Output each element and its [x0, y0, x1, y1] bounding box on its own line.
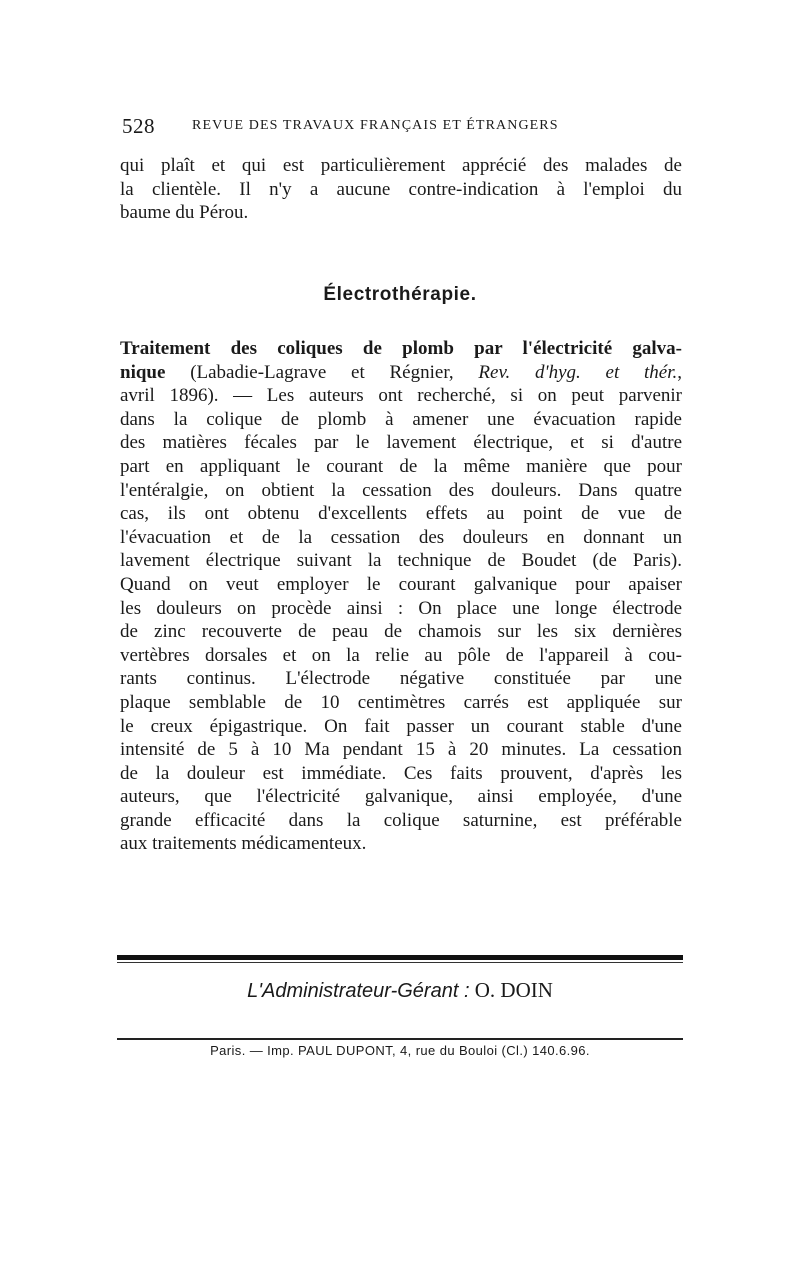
text-line-last: aux traitements médicamenteux. — [120, 833, 367, 855]
text-line: Quand on veut employer le courant galvanique pour apaiser — [120, 573, 682, 595]
text-line: de zinc recouverte de peau de chamois sur les six dernières — [120, 621, 682, 643]
separator-rule-thick — [117, 955, 683, 960]
text-line: rants continus. L'électrode négative constituée par une — [120, 668, 682, 690]
article-source-journal: Rev. d'hyg. et thér. — [478, 361, 678, 383]
article-source-punct: , — [677, 361, 682, 383]
text-line: lavement électrique suivant la technique de Boudet (de Paris). — [120, 550, 682, 572]
text-line: cas, ils ont obtenu d'excellents effets au point de vue de — [120, 503, 682, 525]
article-title-continued: nique — [120, 361, 166, 383]
article-paragraph — [120, 337, 682, 856]
text-line: de la douleur est immédiate. Ces faits prouvent, d'après les — [120, 762, 682, 784]
text-line — [120, 337, 682, 361]
running-head: REVUE DES TRAVAUX FRANÇAIS ET ÉTRANGERS — [192, 118, 559, 133]
text-line: dans la colique de plomb à amener une évacuation rapide — [120, 408, 682, 430]
text-line: les douleurs on procède ainsi : On place une longe électrode — [120, 597, 682, 619]
page-number: 528 — [122, 114, 155, 138]
text-line: la clientèle. Il n'y a aucune contre-indication à l'emploi du — [120, 178, 682, 200]
text-line: des matières fécales par le lavement électrique, et si d'autre — [120, 432, 682, 454]
signature-name: O. DOIN — [469, 978, 553, 1002]
article-title: Traitement des coliques de plomb par l'électricité galva- — [120, 338, 682, 359]
text-line: avril 1896). — Les auteurs ont recherché, si on peut parvenir — [120, 385, 682, 407]
text-line: l'évacuation et de la cessation des douleurs en donnant un — [120, 526, 682, 548]
text-line: l'entéralgie, on obtient la cessation des douleurs. Dans quatre — [120, 479, 682, 501]
separator-rule-bottom — [117, 1038, 683, 1040]
text-line: grande efficacité dans la colique saturnine, est préférable — [120, 809, 682, 831]
text-line: baume du Pérou. — [120, 202, 249, 224]
separator-rule-thin — [117, 962, 683, 963]
text-line: le creux épigastrique. On fait passer un courant stable d'une — [120, 715, 682, 737]
signature-role: L'Administrateur-Gérant : — [247, 980, 470, 1002]
text-line — [120, 361, 682, 385]
page-header — [122, 114, 682, 144]
section-title: Électrothérapie. — [323, 284, 477, 305]
text-line: plaque semblable de 10 centimètres carrés est appliquée sur — [120, 691, 682, 713]
printer-imprint: Paris. — Imp. PAUL DUPONT, 4, rue du Bouloi (Cl.) 140.6.96. — [210, 1043, 590, 1058]
intro-paragraph — [120, 154, 682, 225]
text-line: part en appliquant le courant de la même manière que pour — [120, 455, 682, 477]
signature-line — [0, 978, 800, 1003]
text-line: vertèbres dorsales et on la relie au pôle de l'appareil à cou- — [120, 644, 682, 666]
text-line: qui plaît et qui est particulièrement apprécié des malades de — [120, 155, 682, 176]
article-source-authors: (Labadie-Lagrave et Régnier, — [165, 361, 479, 383]
text-line: intensité de 5 à 10 Ma pendant 15 à 20 minutes. La cessation — [120, 739, 682, 761]
text-line: auteurs, que l'électricité galvanique, ainsi employée, d'une — [120, 786, 682, 808]
